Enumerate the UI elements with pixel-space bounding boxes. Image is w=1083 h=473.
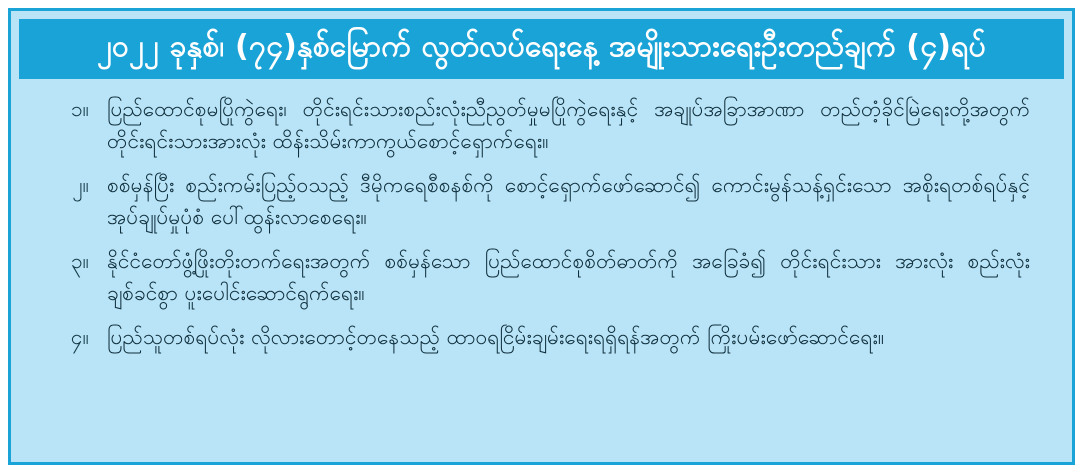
poster-inner-frame <box>19 19 1064 454</box>
objective-number: ၁။ <box>70 96 89 121</box>
objective-number: ၃။ <box>70 248 89 273</box>
page-title: ၂၀၂၂ ခုနှစ်၊ (၇၄)နှစ်မြောက် လွတ်လပ်ရေးနေ့ အမျိုးသားရေးဦးတည်ချက် (၄)ရပ် <box>19 19 1064 79</box>
objective-number: ၂။ <box>72 172 89 197</box>
objective-text: စစ်မှန်ပြီး စည်းကမ်းပြည့်ဝသည့် ဒီမိုကရေစီစနစ်ကို စောင့်ရှောက်ဖော်ဆောင်၍ ကောင်းမွန်သန့်ရှင်းသော အစိုးရတစ်ရပ်နှင့် အုပ်ချုပ်မှုပုံစံ ပေါ်ထွန်းလာစေရေး။ <box>107 172 1030 230</box>
list-item <box>53 93 1030 158</box>
objective-number: ၄။ <box>70 324 89 349</box>
objective-text: ပြည်သူတစ်ရပ်လုံး လိုလားတောင့်တနေသည့် ထာဝရငြိမ်းချမ်းရေးရရှိရန်အတွက် ကြိုးပမ်းဖော်ဆောင်ရေး။ <box>107 324 885 349</box>
list-item <box>53 245 1030 310</box>
list-item <box>53 321 1030 354</box>
objective-text: နိုင်ငံတော်ဖွံ့ဖြိုးတိုးတက်ရေးအတွက် စစ်မှန်သော ပြည်ထောင်စုစိတ်ဓာတ်ကို အခြေခံ၍ တိုင်းရင်းသား အားလုံး စည်းလုံးချစ်ခင်စွာ ပူးပေါင်းဆောင်ရွက်ရေး။ <box>107 248 1030 306</box>
objectives-list <box>19 79 1064 455</box>
objective-text: ပြည်ထောင်စုမပြိုကွဲရေး၊ တိုင်းရင်းသားစည်းလုံးညီညွတ်မှုမပြိုကွဲရေးနှင့် အချုပ်အခြာအာဏာ တည်တံ့ခိုင်မြဲရေးတို့အတွက် တိုင်းရင်းသားအားလုံး ထိန်းသိမ်းကာကွယ်စောင့်ရှောက်ရေး။ <box>107 96 1030 154</box>
list-item <box>53 169 1030 234</box>
